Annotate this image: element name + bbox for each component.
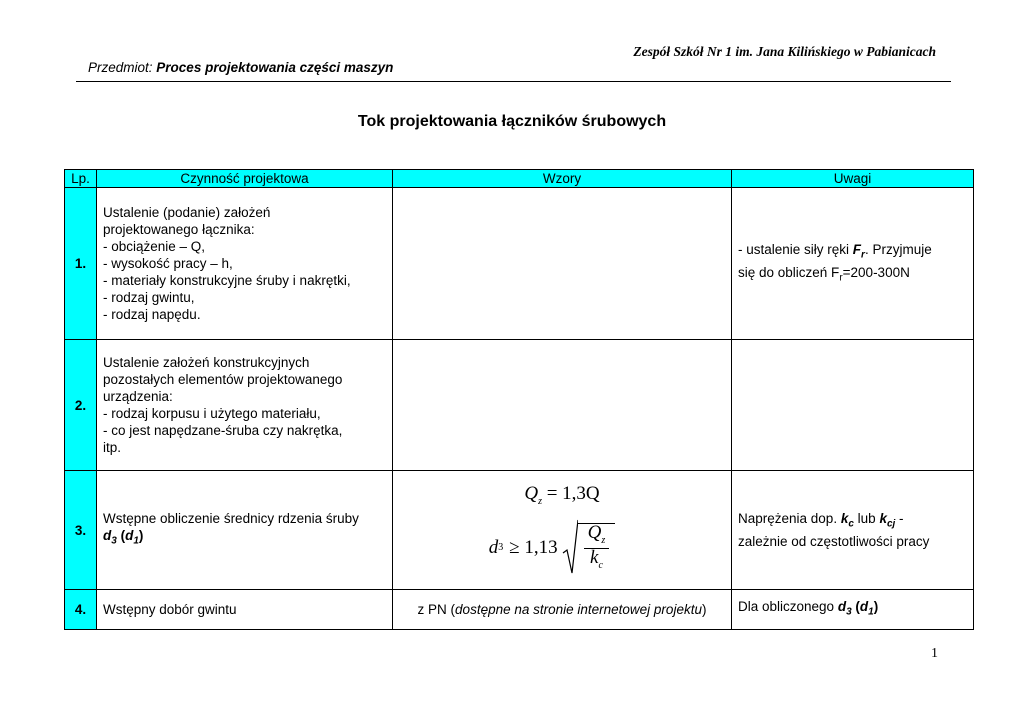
activity-line: Wstępne obliczenie średnicy rdzenia śruby (103, 511, 359, 527)
row-activity (97, 188, 393, 340)
table-row (65, 188, 974, 340)
row-formulas (393, 471, 732, 590)
formula-symbol: k (590, 547, 599, 569)
formula-subscript: 3 (498, 541, 504, 553)
notes-text: zależnie od częstotliwości pracy (738, 533, 930, 549)
formula-subscript: z (601, 534, 606, 546)
activity-line: Ustalenie (podanie) założeń (103, 205, 271, 220)
row-notes (732, 340, 974, 471)
activity-symbol: d (125, 528, 134, 544)
row-number: 2. (65, 340, 97, 471)
col-header-formulas: Wzory (393, 170, 732, 188)
page-number: 1 (931, 646, 938, 661)
notes-text: - (895, 511, 904, 527)
col-header-notes: Uwagi (732, 170, 974, 188)
notes-symbol: k (879, 511, 887, 527)
activity-symbol: d (103, 528, 112, 544)
col-header-activity: Czynność projektowa (97, 170, 393, 188)
notes-text: Naprężenia dop. (738, 511, 841, 527)
row-number: 4. (65, 590, 97, 630)
col-header-lp: Lp. (65, 170, 97, 188)
formula-core-diameter (489, 519, 616, 575)
row-number: 1. (65, 188, 97, 340)
table-row (65, 590, 974, 630)
row-number: 3. (65, 471, 97, 590)
formula-subscript: c (598, 560, 603, 572)
activity-line: pozostałych elementów projektowanego (103, 372, 343, 387)
formula-text: ) (701, 602, 707, 617)
notes-symbol-sub: 3 (846, 606, 852, 618)
formula-axial-load (394, 482, 730, 510)
activity-line: Ustalenie założeń konstrukcyjnych (103, 355, 310, 370)
table-row (65, 340, 974, 471)
activity-line: projektowanego łącznika: (103, 222, 255, 237)
row-activity (97, 340, 393, 471)
row-activity: Wstępny dobór gwintu (97, 590, 393, 630)
formula-text: z PN ( (417, 602, 456, 617)
activity-symbol-sub: 1 (133, 535, 139, 547)
subject-line (88, 60, 393, 75)
formula-symbol: Q (587, 521, 602, 543)
school-name: Zespół Szkół Nr 1 im. Jana Kilińskiego w Pabianicach (633, 44, 936, 59)
activity-line: - rodzaj napędu. (103, 307, 201, 322)
activity-line: - co jest napędzane-śruba czy nakrętka, (103, 423, 343, 438)
activity-symbols: $d_3$ $(d_1)$ (103, 528, 144, 547)
notes-text: - ustalenie siły ręki (738, 241, 853, 257)
row-activity (97, 471, 393, 590)
fraction-denominator (590, 549, 603, 574)
notes-symbol: F (852, 241, 862, 257)
activity-line: - wysokość pracy – h, (103, 256, 233, 271)
row-notes (732, 188, 974, 340)
formula-subscript: z (538, 495, 542, 507)
notes-text: lub (853, 511, 880, 527)
row-notes (732, 471, 974, 590)
row-formulas (393, 188, 732, 340)
activity-line: - rodzaj korpusu i użytego materiału, (103, 406, 321, 421)
notes-symbol: k (840, 511, 849, 527)
notes-text: =200-300N (842, 264, 910, 280)
document-title: Tok projektowania łączników śrubowych (357, 113, 667, 130)
notes-text: się do obliczeń F (738, 264, 840, 280)
activity-line: urządzenia: (103, 389, 173, 404)
row-formulas (393, 340, 732, 471)
subject-name: Proces projektowania części maszyn (156, 60, 394, 75)
notes-symbol-sub: 1 (868, 606, 874, 618)
table-row (65, 471, 974, 590)
activity-line: itp. (103, 440, 122, 455)
formula-operator: ≥ 1,13 (509, 536, 558, 558)
header-divider (76, 81, 951, 82)
activity-line: - materiały konstrukcyjne śruby i nakrętki, (103, 273, 351, 288)
notes-symbol: d (837, 599, 847, 615)
activity-line: - rodzaj gwintu, (103, 290, 195, 305)
notes-symbol-sub: r (861, 249, 865, 261)
notes-subscript: r (839, 272, 843, 284)
notes-symbol: d (859, 599, 869, 615)
fraction-numerator (584, 521, 610, 550)
sqrt-icon (562, 519, 578, 575)
notes-text: Dla obliczonego (738, 599, 838, 615)
formula-text-italic: dostępne na stronie internetowej projektu (455, 602, 702, 617)
notes-text: . Przyjmuje (864, 241, 932, 257)
formula-symbol: d (488, 536, 499, 558)
design-steps-table (64, 169, 974, 630)
activity-line: - obciążenie – Q, (103, 239, 206, 254)
row-notes: Dla obliczonego $d_3$ $(d_1)$ (732, 590, 974, 630)
formula-symbol: Q (524, 482, 539, 504)
row-formulas (393, 590, 732, 630)
subject-label: Przedmiot: (88, 60, 153, 75)
activity-symbol-sub: 3 (111, 535, 117, 547)
table-header-row (65, 170, 974, 188)
fraction (578, 523, 616, 575)
notes-symbol-sub: cj (886, 518, 896, 530)
notes-symbol-sub: c (848, 518, 854, 530)
formula-rhs: = 1,3Q (546, 482, 600, 504)
